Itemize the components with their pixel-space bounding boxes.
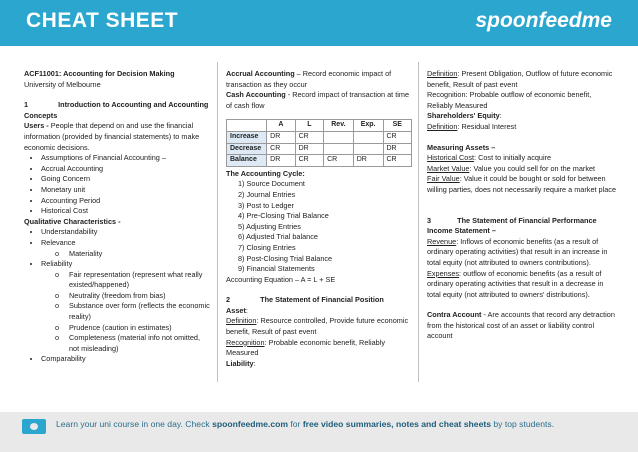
table-cell: CR — [295, 131, 323, 143]
accounting-equation: Accounting Equation – A = L + SE — [226, 274, 336, 284]
relevance-label: Relevance — [41, 237, 76, 247]
table-cell: DR — [267, 155, 295, 167]
accrual-label: Accrual Accounting — [226, 69, 295, 78]
cash-definition — [226, 90, 412, 111]
column-divider-1 — [217, 62, 218, 382]
relevance-sublist — [41, 249, 210, 260]
users-label: Users - — [24, 121, 49, 131]
accrual-definition — [226, 69, 412, 90]
liability-label: Liability — [226, 358, 254, 368]
table-row — [227, 131, 412, 143]
cash-text: - Record impact of transaction at time of cash flow — [226, 90, 410, 110]
footer-free-text: free video summaries, notes and cheat sheets — [302, 419, 491, 429]
cycle-title: The Accounting Cycle: — [226, 168, 305, 178]
revenue-text: : Inflows of economic benefits (as a result of ordinary operating activities) that result in an increase in total equity (not attributed to owners contributions). — [427, 236, 608, 267]
page-title: CHEAT SHEET — [26, 9, 179, 32]
expenses-definition — [427, 269, 617, 301]
list-item: • Going Concern — [41, 174, 210, 185]
income-statement-heading: Income Statement – — [427, 226, 496, 236]
column-divider-2 — [418, 62, 419, 382]
table-row — [227, 143, 412, 155]
table-cell: DR — [383, 143, 412, 155]
list-item — [41, 238, 210, 259]
historical-cost — [427, 153, 617, 164]
table-cell: DR — [267, 131, 295, 143]
historical-label: Historical Cost — [427, 153, 475, 163]
revenue-definition — [427, 237, 617, 269]
list-item: 6) Adjusted Trial balance — [238, 232, 318, 242]
table-cell: DR — [353, 155, 383, 167]
column-2 — [226, 69, 412, 369]
asset-definition — [226, 316, 412, 337]
table-header-row — [227, 120, 412, 132]
university-name: University of Melbourne — [24, 79, 101, 89]
list-item: 7) Closing Entries — [238, 242, 296, 252]
row-label: Increase — [227, 131, 267, 143]
section-title: The Statement of Financial Performance — [457, 215, 597, 225]
list-item: 2) Journal Entries — [238, 189, 296, 199]
market-text: : Value you could sell for on the market — [469, 163, 596, 173]
qualitative-title: Qualitative Characteristics - — [24, 216, 121, 226]
row-label: Decrease — [227, 143, 267, 155]
list-item: • Accounting Period — [41, 196, 210, 207]
column-1 — [24, 69, 210, 365]
table-row — [227, 155, 412, 167]
contra-definition — [427, 310, 617, 342]
definition-label: Definition — [427, 69, 458, 78]
section-1-heading — [24, 100, 210, 121]
list-item: • Accrual Accounting — [41, 164, 210, 175]
list-item: 5) Adjusting Entries — [238, 221, 301, 231]
section-number: 1 — [24, 100, 29, 110]
list-item: • Historical Cost — [41, 206, 210, 217]
section-number: 2 — [226, 295, 231, 305]
recognition-label: Recognition — [226, 337, 265, 347]
users-definition — [24, 121, 210, 153]
list-item — [41, 259, 210, 354]
section-title: Introduction to Accounting and Accounting Concepts — [24, 100, 209, 120]
column-header: Rev. — [324, 120, 354, 132]
list-item: 3) Post to Ledger — [238, 200, 294, 210]
section-number: 3 — [427, 215, 432, 225]
table-cell — [353, 143, 383, 155]
footer-site-link[interactable]: spoonfeedme.com — [212, 419, 288, 429]
qualitative-list — [24, 227, 210, 365]
reliability-label: Reliability — [41, 259, 73, 269]
asset-heading: Asset: — [226, 305, 248, 315]
footer-text-1: Learn your uni course in one day. Check — [56, 419, 213, 429]
sub-list-item: o Materiality — [55, 249, 210, 260]
liability-definition — [427, 69, 617, 90]
table-cell: DR — [295, 143, 323, 155]
assumptions-list — [24, 153, 210, 217]
sub-list-item: o Prudence (caution in estimates) — [55, 323, 210, 334]
table-cell — [353, 131, 383, 143]
accrual-text: – Record economic impact of transaction as they occur — [226, 69, 392, 89]
definition-label: Definition — [427, 121, 458, 131]
footer-text-3: by top students. — [491, 419, 555, 429]
definition-text: : Residual Interest — [457, 121, 517, 131]
column-header: SE — [383, 120, 412, 132]
brand-logo[interactable]: spoonfeedme — [475, 9, 612, 32]
asset-label: Asset — [226, 305, 246, 315]
fair-text: : Value it could be bought or sold for between willing parties, does not necessarily require a market place — [427, 174, 616, 194]
equity-definition — [427, 122, 617, 133]
column-3 — [427, 69, 617, 342]
sub-list-item: o Neutrality (freedom from bias) — [55, 291, 210, 302]
list-item: 1) Source Document — [238, 179, 305, 189]
section-2-heading — [226, 295, 412, 306]
equity-label: Shareholders' Equity — [427, 111, 500, 121]
sub-list-item: o Substance over form (reflects the economic reality) — [55, 301, 210, 322]
market-label: Market Value — [427, 163, 470, 173]
definition-text: : Resource controlled, Provide future economic benefit, Result of past event — [226, 316, 409, 337]
contra-label: Contra Account — [427, 310, 482, 320]
table-cell — [324, 143, 354, 155]
header-banner — [0, 0, 638, 46]
video-icon — [22, 419, 46, 434]
expenses-label: Expenses — [427, 268, 460, 278]
measuring-heading: Measuring Assets – — [427, 142, 496, 152]
section-title: The Statement of Financial Position — [260, 295, 384, 305]
table-cell: CR — [267, 143, 295, 155]
column-header: A — [267, 120, 295, 132]
footer-banner — [0, 412, 638, 452]
liability-heading: Liability: — [226, 358, 256, 368]
list-item: • Understandability — [41, 227, 210, 238]
liability-recognition: Recognition: Probable outflow of economic benefit, Reliably Measured — [427, 90, 592, 110]
footer-text — [56, 419, 554, 429]
table-cell — [324, 131, 354, 143]
course-title: ACF11001: Accounting for Decision Making — [24, 69, 175, 78]
market-value — [427, 164, 617, 175]
sub-list-item: o Completeness (material info not omitted, not misleading) — [55, 333, 210, 354]
list-item: • Monetary unit — [41, 185, 210, 196]
footer-text-2: for — [288, 419, 303, 429]
fair-label: Fair Value — [427, 174, 460, 184]
table-cell: CR — [295, 155, 323, 167]
cash-label: Cash Accounting — [226, 90, 286, 100]
fair-value — [427, 174, 617, 195]
table-cell: CR — [383, 131, 412, 143]
table-corner — [227, 120, 267, 132]
contra-text: - Are accounts that record any detraction from the historical cost of an asset or liability control account — [427, 310, 615, 341]
expenses-text: : outflow of economic benefits (as a result of ordinary operating activities that result in a decrease in total equity (not attributed to owners' distributions). — [427, 268, 604, 299]
row-label: Balance — [227, 155, 267, 167]
table-cell: CR — [383, 155, 412, 167]
list-item: • Assumptions of Financial Accounting – — [41, 153, 210, 164]
list-item: 4) Pre-Closing Trial Balance — [238, 211, 329, 221]
recognition-text: : Probable economic benefit, Reliably Measured — [226, 337, 386, 358]
list-item: 8) Post-Closing Trial Balance — [238, 253, 333, 263]
cycle-list — [226, 179, 412, 274]
equity-heading: Shareholders' Equity: — [427, 111, 502, 121]
definition-text: : Present Obligation, Outflow of future economic benefit, Result of past event — [427, 69, 613, 89]
debit-credit-table — [226, 119, 412, 166]
list-item: 9) Financial Statements — [238, 264, 315, 274]
definition-label: Definition — [226, 316, 257, 326]
users-text: People that depend on and use the financial information (provided by financial statements) to make economic decisions. — [24, 121, 200, 152]
asset-recognition — [226, 338, 412, 359]
revenue-label: Revenue — [427, 236, 457, 246]
list-item: • Comparability — [41, 354, 210, 365]
reliability-sublist — [41, 270, 210, 355]
historical-text: : Cost to initially acquire — [474, 153, 552, 163]
column-header: Exp. — [353, 120, 383, 132]
sub-list-item: o Fair representation (represent what really existed/happened) — [55, 270, 210, 291]
section-3-heading — [427, 216, 617, 227]
table-cell: CR — [324, 155, 354, 167]
column-header: L — [295, 120, 323, 132]
